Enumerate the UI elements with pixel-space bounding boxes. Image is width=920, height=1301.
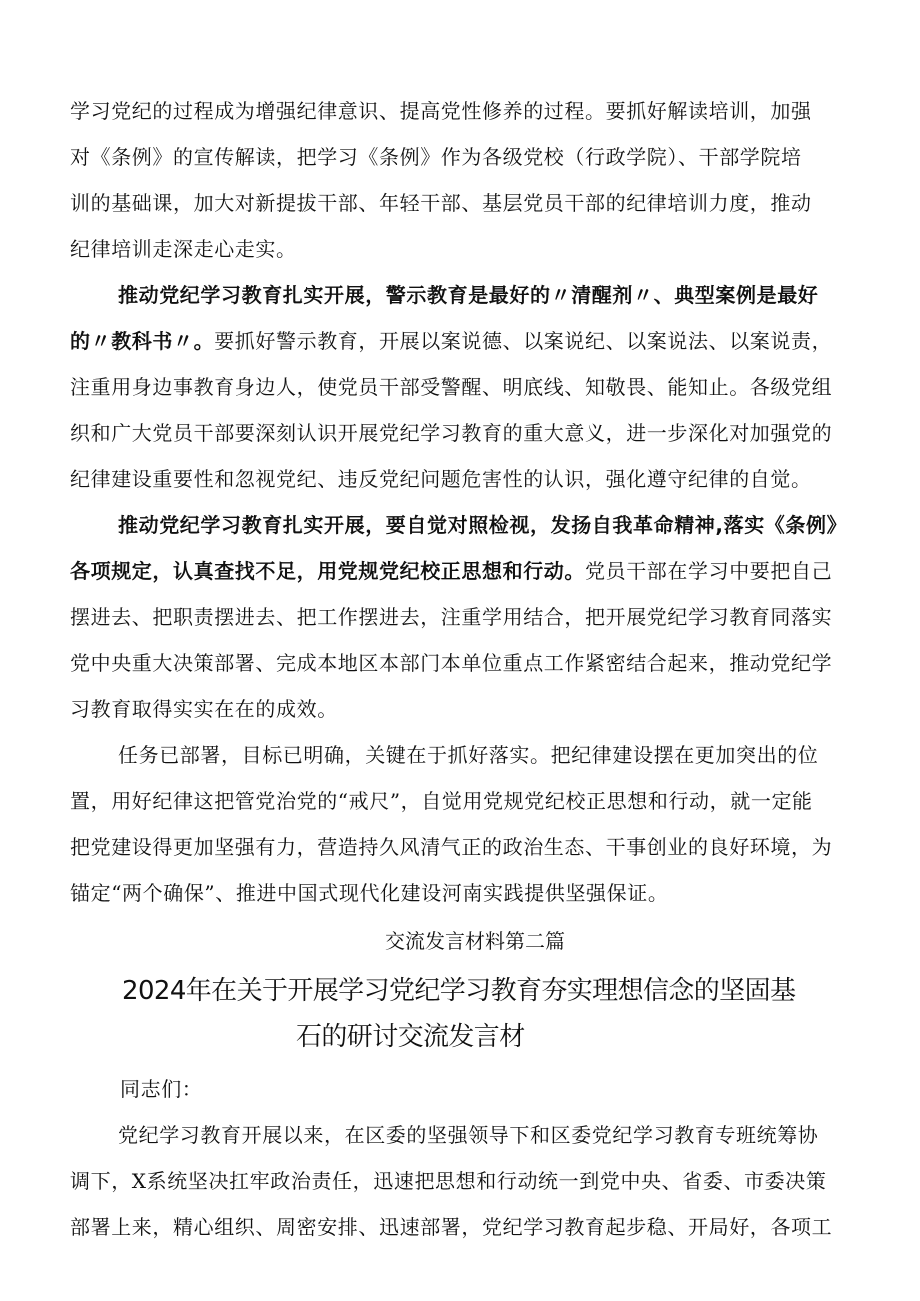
text-line: 置，用好纪律这把管党治党的“戒尺”，自觉用党规党纪校正思想和行动，就一定能 — [70, 789, 813, 813]
text-line: 锚定“两个确保”、推进中国式现代化建设河南实践提供坚强保证。 — [70, 881, 669, 905]
title-line: 石的研讨交流发言材 — [296, 1022, 525, 1052]
text-line: 训的基础课，加大对新提拔干部、年轻干部、基层党员干部的纪律培训力度，推动 — [70, 191, 812, 215]
paragraph-warning-education — [70, 272, 880, 502]
document-page — [70, 88, 880, 1250]
text-line: 注重用身边事教育身边人，使党员干部受警醒、明底线、知敬畏、能知止。各级党组 — [70, 375, 833, 399]
text-line: 党纪学习教育开展以来，在区委的坚强领导下和区委党纪学习教育专班统筹协 — [118, 1123, 819, 1147]
bold-lead-line: 推动党纪学习教育扎实开展，要自觉对照检视，发扬自我革命精神,落实《条例》 — [118, 513, 848, 537]
text-line: 学习党纪的过程成为增强纪律意识、提高党性修养的过程。要抓好解读培训，加强 — [70, 99, 812, 123]
text-line: 部署上来，精心组织、周密安排、迅速部署，党纪学习教育起步稳、开局好，各项工 — [70, 1215, 833, 1239]
text-line: 任务已部署，目标已明确，关键在于抓好落实。把纪律建设摆在更加突出的位 — [118, 743, 819, 767]
text-line — [70, 548, 880, 594]
text-line: 对《条例》的宣传解读，把学习《条例》作为各级党校（行政学院）、干部学院培 — [70, 145, 802, 169]
bold-lead-text: 的〃教科书〃。 — [70, 329, 215, 353]
salutation: 同志们： — [120, 1077, 203, 1101]
text-line: 纪律建设重要性和忽视党纪、违反党纪问题危害性的认识，强化遵守纪律的自觉。 — [70, 467, 812, 491]
bold-lead-line: 推动党纪学习教育扎实开展，警示教育是最好的〃清醒剂〃、典型案例是最好 — [118, 283, 819, 307]
title-line: 2024年在关于开展学习党纪学习教育夯实理想信念的坚固基 — [122, 976, 796, 1006]
paragraph-self-examination — [70, 502, 880, 732]
text-span: 要抓好警示教育，开展以案说德、以案说纪、以案说法、以案说责， — [214, 329, 833, 353]
text-line — [70, 318, 880, 364]
text-line: 纪律培训走深走心走实。 — [70, 237, 297, 261]
document-title — [70, 968, 880, 1060]
text-span: 党员干部在学习中要把自己 — [585, 559, 833, 583]
text-line: 习教育取得实实在在的成效。 — [70, 697, 338, 721]
paragraph-implementation — [70, 732, 880, 916]
text-line: 调下，X系统坚决扛牢政治责任，迅速把思想和行动统一到党中央、省委、市委决策 — [70, 1169, 827, 1193]
text-line: 摆进去、把职责摆进去、把工作摆进去，注重学用结合，把开展党纪学习教育同落实 — [70, 605, 833, 629]
section-label: 交流发言材料第二篇 — [385, 929, 565, 953]
text-line: 党中央重大决策部署、完成本地区本部门本单位重点工作紧密结合起来，推动党纪学 — [70, 651, 833, 675]
bold-lead-text: 各项规定，认真查找不足，用党规党纪校正思想和行动。 — [70, 559, 585, 583]
paragraph-discipline-training — [70, 88, 880, 272]
paragraph-progress-report — [70, 1112, 880, 1250]
text-line: 织和广大党员干部要深刻认识开展党纪学习教育的重大意义，进一步深化对加强党的 — [70, 421, 833, 445]
text-line: 把党建设得更加坚强有力，营造持久风清气正的政治生态、干事创业的良好环境，为 — [70, 835, 833, 859]
